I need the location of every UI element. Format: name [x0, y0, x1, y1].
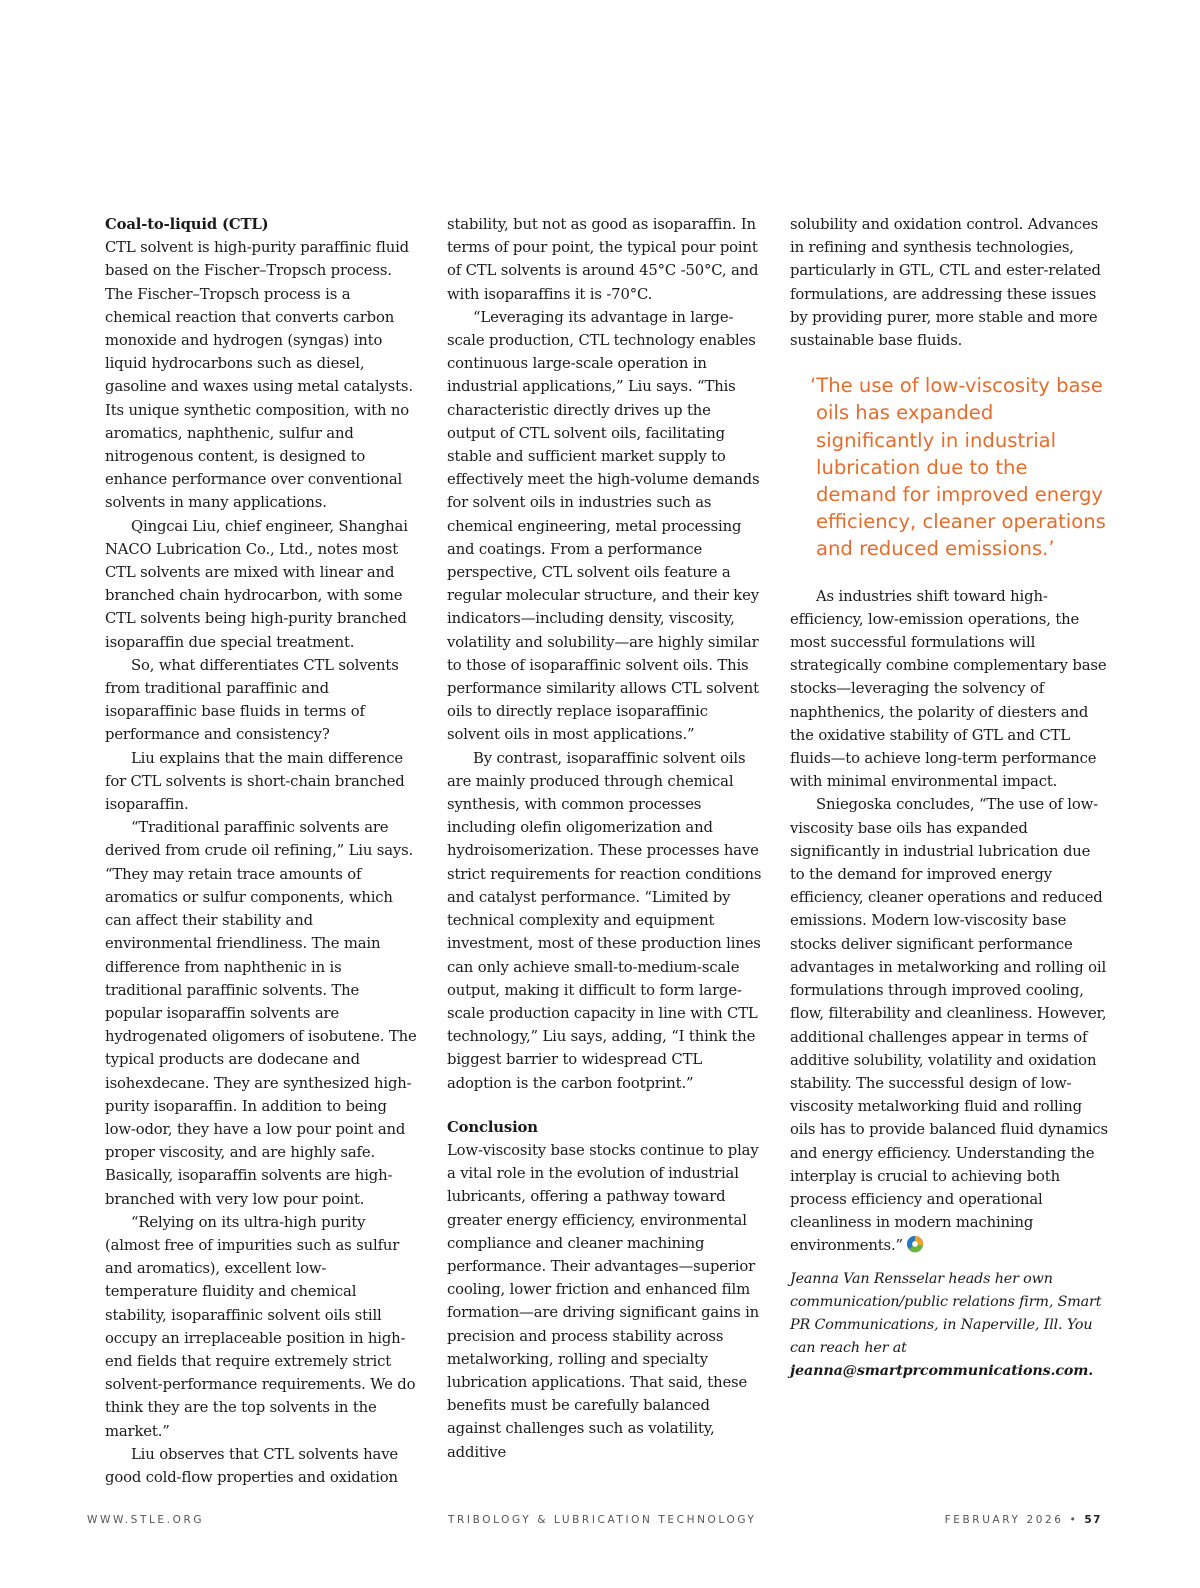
paragraph: solubility and oxidation control. Advances in refining and synthesis technologies, particularly in GTL, CTL and ester-related formulations, are addressing these issues by providing purer, more stable and more sustainable base fluids.	[790, 216, 1101, 350]
author-bio-text: Jeanna Van Rensselar heads her own communication/public relations firm, Smart PR Communications, in Naperville, Ill. You can reach her at	[790, 1270, 1102, 1357]
paragraph: So, what differentiates CTL solvents from traditional paraffinic and isoparaffinic base fluids in terms of performance and consistency?	[105, 656, 399, 744]
footer-website[interactable]: WWW.STLE.ORG	[87, 1514, 205, 1526]
section-heading-conclusion: Conclusion	[447, 1118, 538, 1136]
footer-publication: TRIBOLOGY & LUBRICATION TECHNOLOGY	[448, 1514, 757, 1526]
page-number: 57	[1084, 1514, 1102, 1526]
article-column-1	[105, 213, 417, 1489]
paragraph: “Relying on its ultra-high purity (almost free of impurities such as sulfur and aromatics), excellent low-temperature fluidity and chemical stability, isoparaffinic solvent oils still occupy an irreplaceable position in high-end fields that require extremely strict solvent-performance requirements. We do think they are the top solvents in the market.”	[105, 1213, 416, 1440]
paragraph: Liu explains that the main difference for CTL solvents is short-chain branched isoparaffin.	[105, 749, 405, 814]
paragraph: CTL solvent is high-purity paraffinic fluid based on the Fischer–Tropsch process. The Fischer–Tropsch process is a chemical reaction that converts carbon monoxide and hydrogen (syngas) into liquid hydrocarbons such as diesel, gasoline and waxes using metal catalysts. Its unique synthetic composition, with no aromatics, naphthenic, sulfur and nitrogenous content, is designed to enhance performance over conventional solvents in many applications.	[105, 239, 413, 512]
bio-period: .	[1088, 1363, 1094, 1380]
author-email-link[interactable]: jeanna@smartprcommunications.com	[790, 1363, 1089, 1380]
section-heading-ctl: Coal-to-liquid (CTL)	[105, 216, 269, 233]
paragraph-text: Sniegoska concludes, “The use of low-viscosity base oils has expanded significantly in industrial lubrication due to the demand for improved energy efficiency, cleaner operations and reduced emissions. Modern low-viscosity base stocks deliver significant performance advantages in metalworking and rolling oil formulations through improved cooling, flow, filterability and cleanliness. However, additional challenges appear in terms of additive solubility, volatility and oxidation stability. The successful design of low-viscosity metalworking fluid and rolling oils has to provide balanced fluid dynamics and energy efficiency. Understanding the interplay is crucial to achieving both process efficiency and operational cleanliness in modern machining environments.”	[790, 796, 1108, 1255]
pull-quote: ‘The use of low-viscosity base oils has expanded significantly in industrial lubrication due to the demand for improved energy efficiency, cleaner operations and reduced emissions.’	[810, 374, 1106, 561]
footer-date-page	[945, 1514, 1102, 1526]
article-column-3	[790, 213, 1108, 1384]
paragraph: Low-viscosity base stocks continue to play a vital role in the evolution of industrial lubricants, offering a pathway toward greater energy efficiency, environmental compliance and cleaner machining performance. Their advantages—superior cooling, lower friction and enhanced film formation—are driving significant gains in precision and process stability across metalworking, rolling and specialty lubrication applications. That said, these benefits must be carefully balanced against challenges such as volatility, additive	[447, 1141, 760, 1461]
paragraph: As industries shift toward high-efficiency, low-emission operations, the most successful formulations will strategically combine complementary base stocks—leveraging the solvency of naphthenics, the polarity of diesters and the oxidative stability of GTL and CTL fluids—to achieve long-term performance with minimal environmental impact.	[790, 587, 1107, 791]
stle-end-mark-icon	[906, 1235, 924, 1253]
paragraph: “Leveraging its advantage in large-scale production, CTL technology enables continuous large-scale operation in industrial applications,” Liu says. “This characteristic directly drives up the output of CTL solvent oils, facilitating stable and sufficient market supply to effectively meet the high-volume demands for solvent oils in industries such as chemical engineering, metal processing and coatings. From a performance perspective, CTL solvent oils feature a regular molecular structure, and their key indicators—including density, viscosity, volatility and solubility—are highly similar to those of isoparaffinic solvent oils. This performance similarity allows CTL solvent oils to directly replace isoparaffinic solvent oils in most applications.”	[447, 308, 760, 744]
paragraph: stability, but not as good as isoparaffin. In terms of pour point, the typical pour point of CTL solvents is around 45°C -50°C, and with isoparaffins it is -70°C.	[447, 216, 759, 303]
paragraph: By contrast, isoparaffinic solvent oils are mainly produced through chemical synthesis, with common processes including olefin oligomerization and hydroisomerization. These processes have strict requirements for reaction conditions and catalyst performance. “Limited by technical complexity and equipment investment, most of these production lines can only achieve small-to-medium-scale output, making it difficult to form large-scale production capacity in line with CTL technology,” Liu says, adding, “I think the biggest barrier to widespread CTL adoption is the carbon footprint.”	[447, 749, 762, 1092]
paragraph: Qingcai Liu, chief engineer, Shanghai NACO Lubrication Co., Ltd., notes most CTL solvents are mixed with linear and branched chain hydrocarbon, with some CTL solvents being high-purity branched isoparaffin due special treatment.	[105, 517, 408, 651]
footer-date: FEBRUARY 2026	[944, 1514, 1064, 1526]
author-bio	[790, 1268, 1108, 1384]
closing-paragraph	[790, 793, 1108, 1257]
article-column-2	[447, 213, 763, 1464]
paragraph: Liu observes that CTL solvents have good cold-flow properties and oxidation	[105, 1445, 399, 1486]
paragraph: “Traditional paraffinic solvents are derived from crude oil refining,” Liu says. “They may retain trace amounts of aromatics or sulfur components, which can affect their stability and environmental friendliness. The main difference from naphthenic in is traditional paraffinic solvents. The popular isoparaffin solvents are hydrogenated oligomers of isobutene. The typical products are dodecane and isohexdecane. They are synthesized high-purity isoparaffin. In addition to being low-odor, they have a low pour point and proper viscosity, and are highly safe. Basically, isoparaffin solvents are high-branched with very low pour point.	[105, 819, 417, 1208]
footer-separator: •	[1069, 1514, 1079, 1526]
